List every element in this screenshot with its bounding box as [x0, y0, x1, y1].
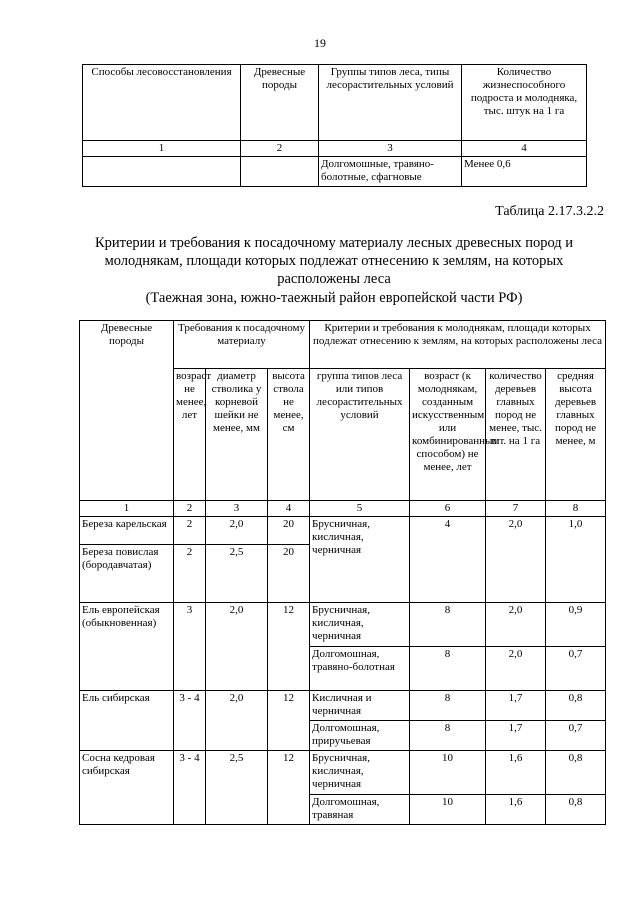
t2-header-avg-height: средняя высота деревьев главных пород не менее, м [546, 369, 606, 501]
t2-group: Долгомошная, травяно-болотная [310, 647, 410, 691]
t2-count: 1,6 [486, 795, 546, 825]
t2-height: 12 [268, 751, 310, 825]
t2-diameter: 2,0 [206, 603, 268, 691]
t2-header-planting: Требования к посадочному материалу [174, 321, 310, 369]
t2-group: Долгомошная, приручьевая [310, 721, 410, 751]
t2-col-number: 3 [206, 501, 268, 517]
t2-header-age: возраст не менее, лет [174, 369, 206, 501]
t2-header-criteria: Критерии и требования к молоднякам, площади которых подлежат отнесению к землям, на которых расположены леса [310, 321, 606, 369]
table-continuation [82, 64, 587, 187]
t2-avg-height: 0,7 [546, 647, 606, 691]
t2-group: Брусничная, кисличная, черничная [310, 603, 410, 647]
t2-count: 2,0 [486, 603, 546, 647]
t2-avg-height: 0,9 [546, 603, 606, 647]
t1-cell [83, 157, 241, 187]
t2-count: 2,0 [486, 647, 546, 691]
t2-count: 1,6 [486, 751, 546, 795]
t2-header-young-age: возраст (к молоднякам, созданным искусственным или комбинированным способом) не менее, лет [410, 369, 486, 501]
t2-height: 20 [268, 545, 310, 603]
t2-col-number: 5 [310, 501, 410, 517]
t2-header-species: Древесные породы [80, 321, 174, 501]
t2-height: 12 [268, 691, 310, 751]
t2-count: 1,7 [486, 721, 546, 751]
t2-age: 2 [174, 545, 206, 603]
t2-young-age: 4 [410, 517, 486, 603]
t2-header-diameter: диаметр стволика у корневой шейки не менее, мм [206, 369, 268, 501]
t1-cell [241, 157, 319, 187]
t2-avg-height: 1,0 [546, 517, 606, 603]
t1-col-number: 3 [319, 141, 462, 157]
t2-avg-height: 0,8 [546, 691, 606, 721]
t2-diameter: 2,0 [206, 517, 268, 545]
t2-age: 3 - 4 [174, 751, 206, 825]
t2-species: Сосна кедровая сибирская [80, 751, 174, 825]
t2-col-number: 2 [174, 501, 206, 517]
t2-group: Кисличная и черничная [310, 691, 410, 721]
table-label: Таблица 2.17.3.2.2 [495, 204, 604, 219]
t2-header-group: группа типов леса или типов лесорастительных условий [310, 369, 410, 501]
t1-header-quantity: Количество жизнеспособного подроста и молодняка, тыс. штук на 1 га [462, 65, 587, 141]
t2-avg-height: 0,8 [546, 751, 606, 795]
t2-group: Брусничная, кисличная, черничная [310, 751, 410, 795]
page-number: 19 [314, 36, 326, 50]
t1-col-number: 1 [83, 141, 241, 157]
t2-height: 12 [268, 603, 310, 691]
t1-header-species: Древесные породы [241, 65, 319, 141]
t2-age: 2 [174, 517, 206, 545]
t2-species: Береза карельская [80, 517, 174, 545]
t2-young-age: 8 [410, 691, 486, 721]
t2-young-age: 8 [410, 603, 486, 647]
t2-header-height: высота ствола не менее, см [268, 369, 310, 501]
t2-col-number: 8 [546, 501, 606, 517]
t2-diameter: 2,5 [206, 545, 268, 603]
t2-avg-height: 0,7 [546, 721, 606, 751]
t2-col-number: 4 [268, 501, 310, 517]
t2-diameter: 2,0 [206, 691, 268, 751]
t1-header-methods: Способы лесовосстановления [83, 65, 241, 141]
t2-height: 20 [268, 517, 310, 545]
t2-young-age: 8 [410, 647, 486, 691]
t2-count: 1,7 [486, 691, 546, 721]
t2-count: 2,0 [486, 517, 546, 603]
t2-age: 3 [174, 603, 206, 691]
t2-young-age: 10 [410, 751, 486, 795]
t2-species: Береза повислая (бородавчатая) [80, 545, 174, 603]
t2-young-age: 8 [410, 721, 486, 751]
t2-species: Ель сибирская [80, 691, 174, 751]
document-title: Критерии и требования к посадочному материалу лесных древесных пород и молоднякам, площади которых подлежат отнесению к землям, на которых расположены леса [94, 235, 574, 287]
criteria-table [79, 320, 606, 825]
t2-avg-height: 0,8 [546, 795, 606, 825]
t1-header-forest-groups: Группы типов леса, типы лесорастительных условий [319, 65, 462, 141]
t2-col-number: 7 [486, 501, 546, 517]
t1-cell: Долгомошные, травяно-болотные, сфагновые [319, 157, 462, 187]
t2-group: Брусничная, кисличная, черничная [310, 517, 410, 603]
t1-col-number: 2 [241, 141, 319, 157]
t2-col-number: 1 [80, 501, 174, 517]
t2-species: Ель европейская (обыкновенная) [80, 603, 174, 691]
t2-diameter: 2,5 [206, 751, 268, 825]
t2-young-age: 10 [410, 795, 486, 825]
t1-col-number: 4 [462, 141, 587, 157]
t2-header-count: количество деревьев главных пород не менее, тыс. шт. на 1 га [486, 369, 546, 501]
document-subtitle: (Таежная зона, южно-таежный район европейской части РФ) [145, 290, 523, 306]
t2-age: 3 - 4 [174, 691, 206, 751]
t2-col-number: 6 [410, 501, 486, 517]
t1-cell: Менее 0,6 [462, 157, 587, 187]
t2-group: Долгомошная, травяная [310, 795, 410, 825]
